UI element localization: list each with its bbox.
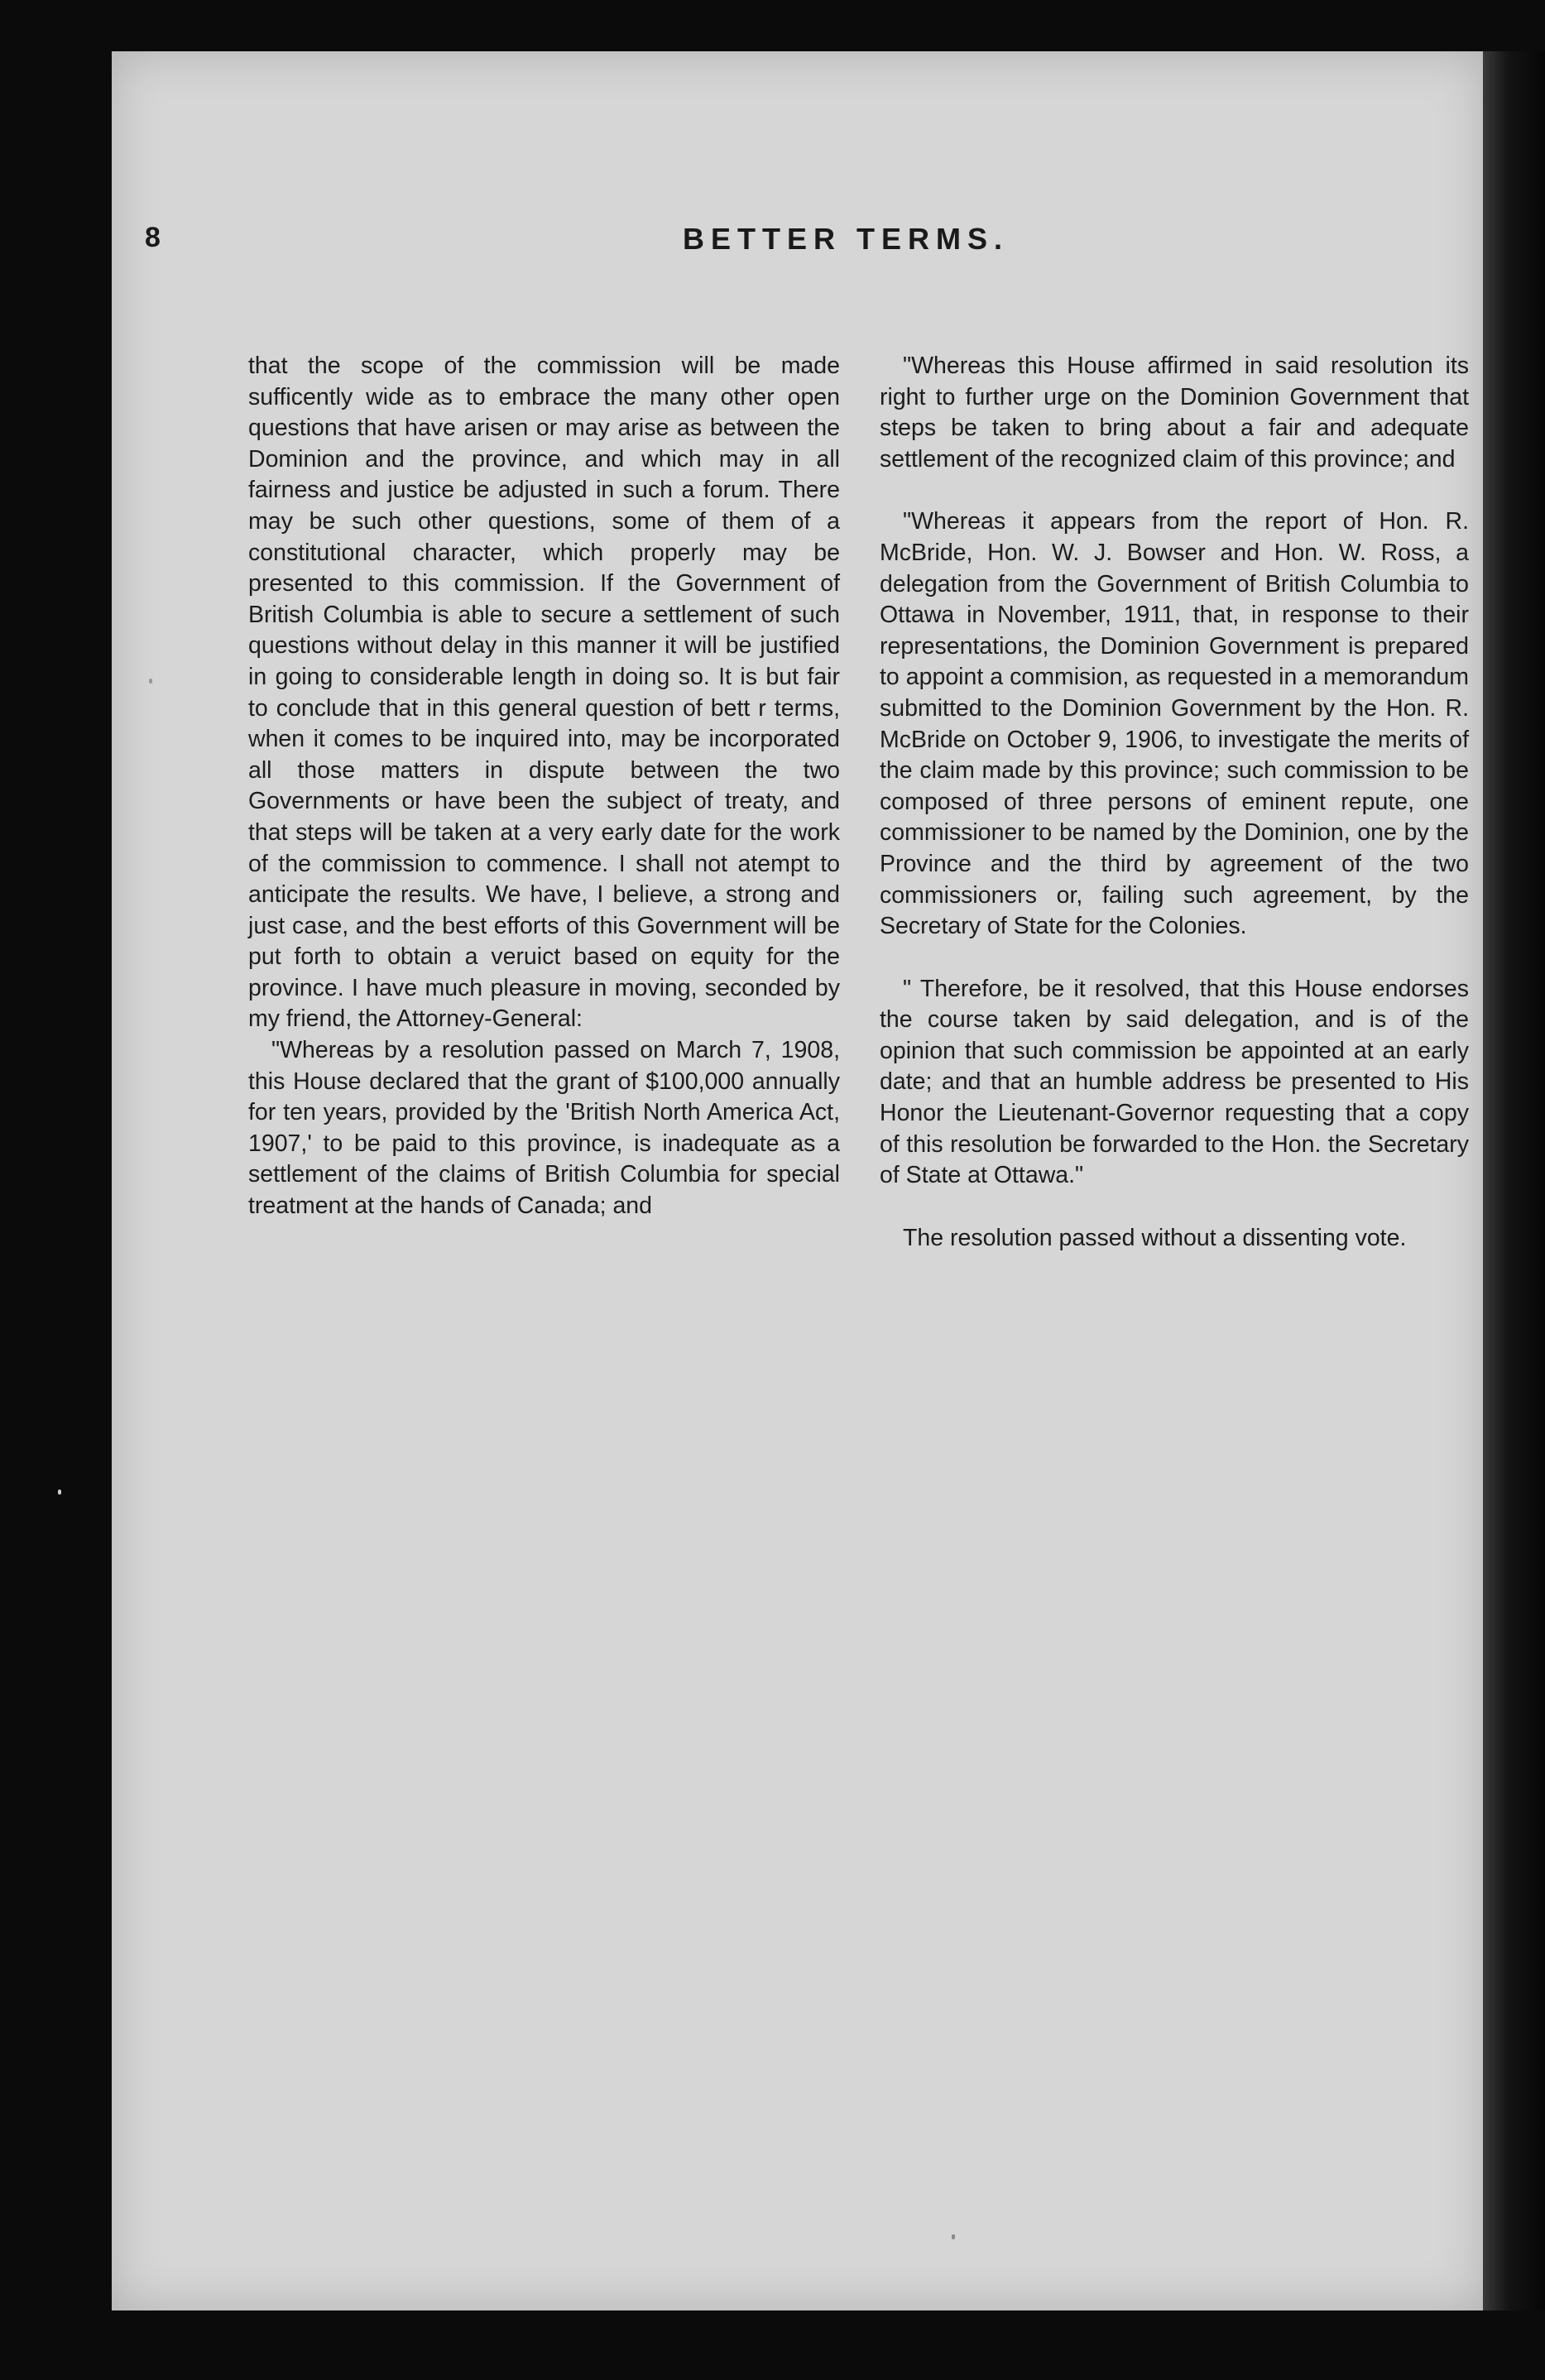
book-spine-edge [1483, 51, 1545, 2310]
scan-speck [58, 1490, 61, 1495]
left-paragraph-1: that the scope of the commission will be made sufficently wide as to embrace the many other open questions that have arisen or may arise as between the Dominion and the province, and which may in all fairness and justice be adjusted in such a forum. There may be such other questions, some of them of a constitutional character, which properly may be presented to this commission. If the Government of British Columbia is able to secure a settlement of such questions without delay in this manner it will be justified in going to considerable length in doing so. It is but fair to conclude that in this general question of bett r terms, when it comes to be inquired into, may be incorporated all those matters in dispute between the two Governments or have been the subject of treaty, and that steps will be taken at a very early date for the work of the commission to commence. I shall not atempt to anticipate the results. We have, I believe, a strong and just case, and the best efforts of this Government will be put forth to obtain a veruict based on equity for the province. I have much pleasure in moving, seconded by my friend, the Attorney-General: [248, 353, 840, 1033]
right-column [880, 351, 1469, 1285]
left-paragraph-2: "Whereas by a resolution passed on March 7, 1908, this House declared that the grant of $100,000 annually for ten years, provided by the 'British North America Act, 1907,' to be paid to this province, is inadequate as a settlement of the claims of British Columbia for special treatment at the hands of Canada; and [248, 1037, 840, 1220]
right-paragraph-3: " Therefore, be it resolved, that this House endorses the course taken by said delegation, and is of the opinion that such commission be appointed at an early date; and that an humble address be presented to His Honor the Lieutenant-Governor requesting that a copy of this resolution be forwarded to the Hon. the Secretary of State at Ottawa." [880, 975, 1469, 1189]
right-paragraph-4: The resolution passed without a dissenting vote. [903, 1224, 1407, 1251]
right-paragraph-1: "Whereas this House affirmed in said resolution its right to further urge on the Dominion Government that steps be taken to bring about a fair and adequate settlement of the recognized claim of this province; and [880, 353, 1469, 473]
scan-speck [952, 2234, 955, 2239]
right-paragraph-2: "Whereas it appears from the report of Hon. R. McBride, Hon. W. J. Bowser and Hon. W. Ross, a delegation from the Government of British Columbia to Ottawa in November, 1911, that, in response to their representations, the Dominion Government is prepared to appoint a commision, as requested in a memorandum submitted to the Dominion Government by the Hon. R. McBride on October 9, 1906, to investigate the merits of the claim made by this province; such commission to be composed of three persons of eminent repute, one commissioner to be named by the Dominion, one by the Province and the third by agreement of the two commissioners or, failing such agreement, by the Secretary of State for the Colonies. [880, 508, 1469, 940]
page-number: 8 [145, 222, 161, 253]
left-column [248, 351, 840, 1222]
running-title: BETTER TERMS. [683, 222, 1010, 256]
scan-speck [149, 679, 152, 684]
page-header [145, 222, 1485, 271]
